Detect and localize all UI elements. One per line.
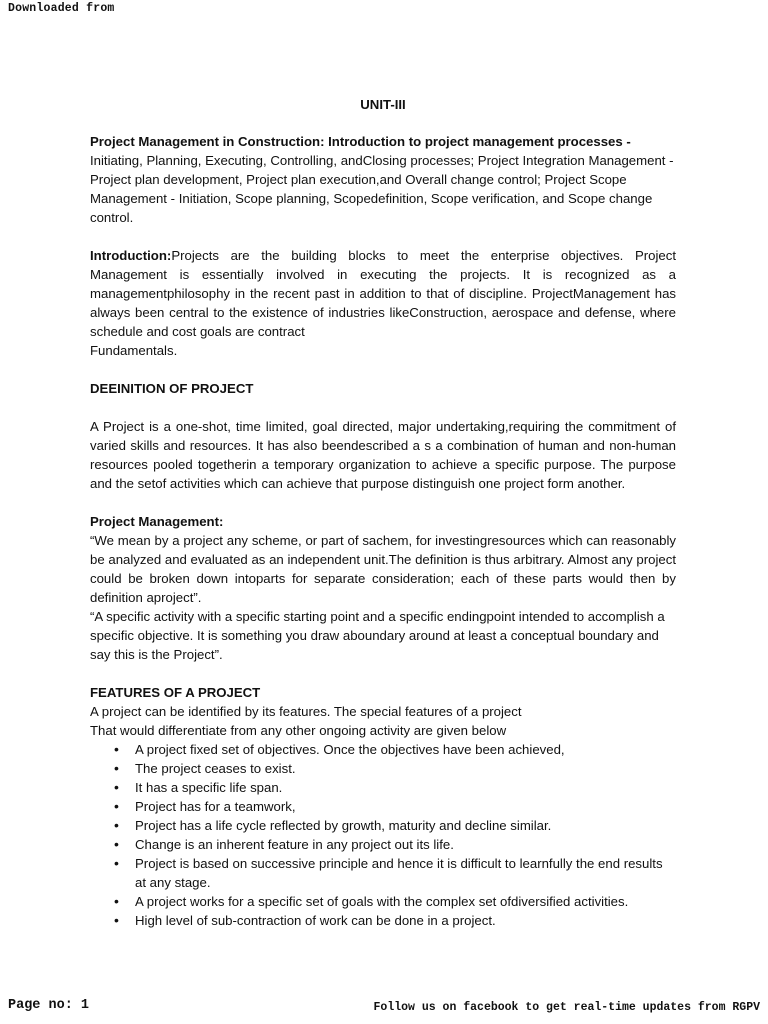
definition-heading: DEEINITION OF PROJECT [90, 381, 254, 396]
definition-paragraph: A Project is a one-shot, time limited, goal directed, major undertaking,requiring the commitment of varied skills and resources. It has also beendescribed a s a combination of human and non-human resources pooled togetherin a temporary organization to achieve a specific purpose. The purpose and the setof activities which can achieve that purpose distinguish one project form another. [90, 419, 676, 491]
features-list [90, 740, 676, 930]
syllabus-lead: Project Management in Construction: Introduction to project management processes - [90, 134, 631, 149]
unit-title: UNIT-III [360, 97, 406, 112]
footer-follow-text: Follow us on facebook to get real-time updates from RGPV [373, 1001, 760, 1014]
list-item: • Change is an inherent feature in any project out its life. [135, 835, 676, 854]
features-intro-2: That would differentiate from any other ongoing activity are given below [90, 723, 507, 738]
introduction-tail: Fundamentals. [90, 343, 178, 358]
syllabus-text: Initiating, Planning, Executing, Controlling, andClosing processes; Project Integration Management - Project plan development, Project plan execution,and Overall change control; Project Scope Management - Initiation, Scope planning, Scopedefinition, Scope verification, and Scope change control. [90, 153, 674, 225]
project-management-heading: Project Management: [90, 514, 224, 529]
document-body [90, 95, 676, 930]
list-item: • Project has for a teamwork, [135, 797, 676, 816]
features-heading: FEATURES OF A PROJECT [90, 685, 261, 700]
list-item: • The project ceases to exist. [135, 759, 676, 778]
syllabus-paragraph [90, 132, 676, 227]
downloaded-from-header: Downloaded from [8, 2, 115, 15]
list-item: • A project fixed set of objectives. Once the objectives have been achieved, [135, 740, 676, 759]
list-item: • High level of sub-contraction of work can be done in a project. [135, 911, 676, 930]
list-item: • It has a specific life span. [135, 778, 676, 797]
introduction-text: Projects are the building blocks to meet the enterprise objectives. Project Management is essentially involved in executing the projects. It is recognized as a managementphilosophy in the recent past in addition to that of discipline. ProjectManagement has always been central to the existence of industries likeConstruction, aerospace and defense, where schedule and cost goals are contract [90, 248, 676, 339]
list-item: • A project works for a specific set of goals with the complex set ofdiversified activities. [135, 892, 676, 911]
features-intro-1: A project can be identified by its features. The special features of a project [90, 704, 522, 719]
list-item: • Project has a life cycle reflected by growth, maturity and decline similar. [135, 816, 676, 835]
introduction-paragraph [90, 246, 676, 360]
project-management-quote-2: “A specific activity with a specific starting point and a specific endingpoint intended to accomplish a specific objective. It is something you draw aboundary around at least a conceptual boundary and say this is the Project”. [90, 609, 665, 662]
page-number: Page no: 1 [8, 998, 90, 1013]
list-item: • Project is based on successive principle and hence it is difficult to learnfully the end results at any stage. [135, 854, 676, 892]
project-management-quote-1: “We mean by a project any scheme, or part of sachem, for investingresources which can reasonably be analyzed and evaluated as an independent unit.The definition is thus arbitrary. Almost any project could be broken down intoparts for separate consideration; each of these parts would then by definition aproject”. [90, 533, 676, 605]
introduction-label: Introduction: [90, 248, 172, 263]
